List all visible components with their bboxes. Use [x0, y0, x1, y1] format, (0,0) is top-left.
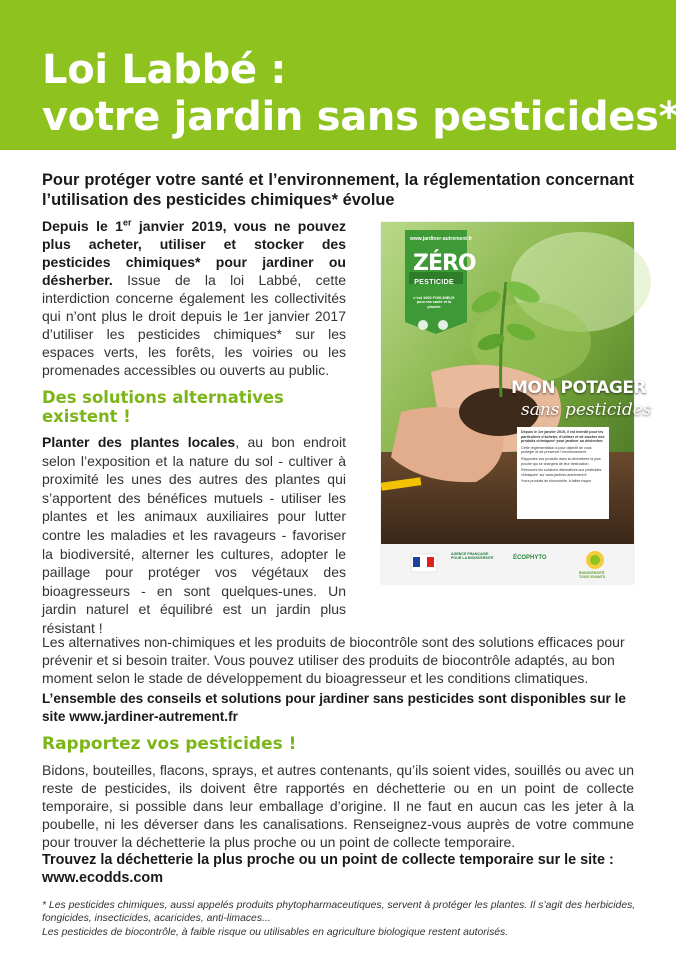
poster-logo-ecophyto: ÉCOPHYTO: [513, 555, 547, 561]
footnote: [42, 899, 638, 939]
alternatives-paragraph: [42, 433, 346, 638]
poster-zero: ZÉRO: [413, 251, 476, 276]
alternatives-text: , au bon endroit selon l’exposition et la nature du sol - cultiver à proximité les unes des autres des plantes qui s’apportent des bénéfices mutuels - utiliser les plantes et les animaux auxiliaires pour lutter contre les maladies et les ravageurs - favoriser la biodiversité, alterner les cultures, adopter le paillage pour protéger vos végétaux des bioagresseurs - en sont quelques-unes. Un jardin naturel et équilibré est un jardin plus résistant !: [42, 434, 347, 636]
return-pesticides-heading: Rapportez vos pesticides !: [42, 734, 297, 754]
biocontrol-paragraph: Les alternatives non-chimiques et les produits de biocontrôle sont des solutions efficaces pour prévenir et si besoin traiter. Vous pouvez utiliser des produits de biocontrôle adaptés, au bon moment selon le stade de développement du bioagresseur et les conditions climatiques.: [42, 634, 625, 686]
ban-bold-sup: er: [122, 217, 132, 228]
poster-logo-biodiversite: BIODIVERSITÉ TOUS VIVANTS: [579, 571, 606, 579]
poster-title-2: sans pesticides: [521, 400, 652, 420]
page-title-line-2: votre jardin sans pesticides*: [42, 94, 679, 140]
poster-url: www.jardiner-autrement.fr: [410, 236, 473, 242]
ban-bold-b: janvier 2019, vous ne pouvez plus acheter, utiliser et stocker des pesticides chimiques* pour jardiner ou désherber.: [42, 218, 346, 288]
footnote-line-1: * Les pesticides chimiques, aussi appelés produits phytopharmaceutiques, servent à protéger les plantes. Il s’agit des herbicides, fongicides, insecticides, acaricides, anti-limaces...: [42, 900, 636, 925]
poster-box-p2: Cette réglementation a pour objectif de vous protéger et de préserver l’environnement.: [521, 445, 592, 455]
poster-box-p3: Rapportez vos produits dans la déchetterie la plus proche qui se chargera de leur destruction.: [521, 456, 601, 466]
return-pesticides-paragraph: Bidons, bouteilles, flacons, sprays, et autres contenants, qu’ils soient vides, souillés ou avec un reste de pesticides, ils doivent être rapportés en déchetterie ou en un point de collecte temporaire, si possible dans leur emballage d’origine. Il ne faut en aucun cas les jeter à la poubelle, ni les déverser dans les canalisations. Renseignez-vous auprès de votre commune pour trouver la déchetterie la plus proche ou un point de collecte temporaire.: [42, 762, 634, 850]
intro-heading: Pour protéger votre santé et l’environnement, la réglementation concernant l’utilisation des pesticides chimiques* évolue: [42, 171, 634, 209]
title-banner: [0, 0, 679, 150]
poster-title-1: MON POTAGER: [511, 378, 647, 398]
ban-bold-a: Depuis le 1: [42, 218, 123, 234]
collection-website-paragraph: Trouvez la déchetterie la plus proche ou un point de collecte temporaire sur le site : www.ecodds.com: [42, 852, 614, 886]
poster-logo-afb: AGENCE FRANÇAISE POUR LA BIODIVERSITÉ: [451, 552, 494, 560]
poster-box-p4: Retrouvez les solutions alternatives aux pesticides chimiques* sur www.jardiner-autrement.fr: [521, 468, 602, 477]
poster-info-box: [517, 427, 609, 519]
footnote-line-2: Les pesticides de biocontrôle, à faible risque ou utilisables en agriculture biologique restent autorisés.: [42, 926, 509, 938]
alternatives-heading: Des solutions alternatives existent !: [42, 388, 284, 426]
advice-website-paragraph: L’ensemble des conseils et solutions pour jardiner sans pesticides sont disponibles sur le site www.jardiner-autrement.fr: [42, 691, 626, 724]
alternatives-bold: Planter des plantes locales: [42, 434, 236, 450]
poster-box-p1: Depuis le 1er janvier 2019, il est interdit pour les particuliers d’acheter, d’utiliser et de stocker des produits chimiques* pour jardiner ou désherber.: [521, 430, 605, 444]
page-title-line-1: Loi Labbé :: [42, 47, 287, 93]
poster-pesticide: PESTICIDE: [414, 277, 454, 286]
section-ban-paragraph: [42, 217, 346, 379]
poster-badge-text: c’est 1000 FOIS MIEUX pour ma santé et la planète: [413, 296, 455, 309]
ban-text: Issue de la loi Labbé, cette interdiction concerne également les collectivités qui n’ont plus le droit depuis le 1er janvier 2017 d’utiliser les pesticides chimiques* sur les espaces verts, les forêts, les voiries ou les promenades accessibles ou ouverts au public.: [42, 272, 346, 378]
poster-box-note: *hors produits de biocontrôle, à faible risque: [521, 479, 592, 484]
poster-image: [381, 222, 652, 584]
